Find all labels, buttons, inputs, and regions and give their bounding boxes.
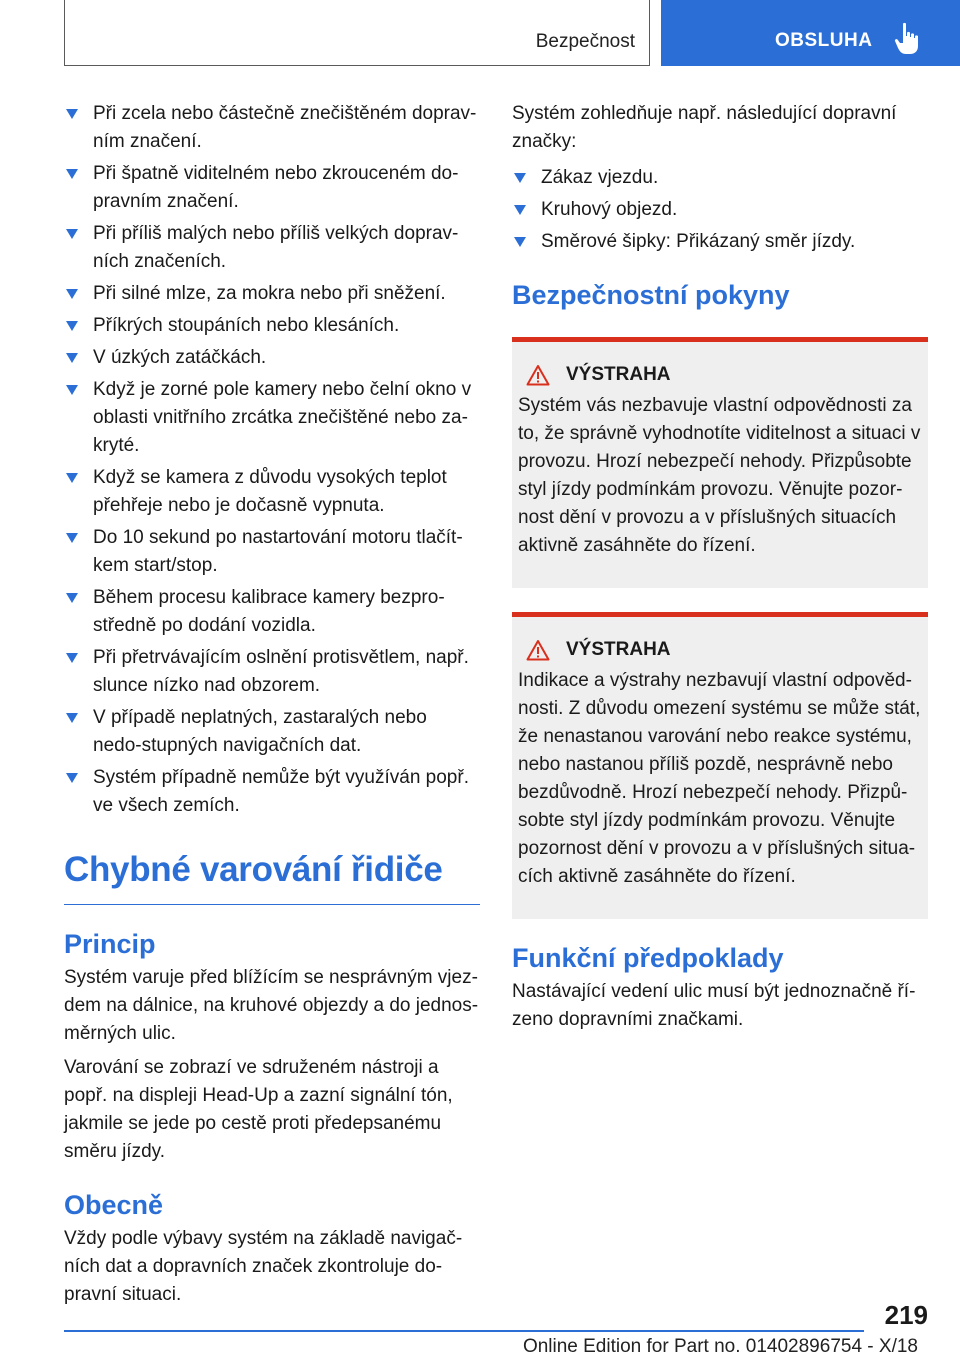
triangle-bullet-icon xyxy=(66,353,78,363)
header-chapter-tab[interactable] xyxy=(661,0,960,66)
list-item: Během procesu kalibrace kamery bezpro-středně po dodání vozidla. xyxy=(64,584,480,640)
subsection-title-princip: Princip xyxy=(64,929,156,959)
triangle-bullet-icon xyxy=(66,385,78,395)
warning-box xyxy=(512,337,928,588)
triangle-bullet-icon xyxy=(66,229,78,239)
left-column xyxy=(64,100,480,1315)
footer-divider xyxy=(64,1330,864,1332)
triangle-bullet-icon xyxy=(66,473,78,483)
warning-text: Indikace a výstrahy nezbavují vlastní odpověd-nosti. Z důvodu omezení systému se může stát, že nenastanou varování nebo reakce systému, nebo nastanou příliš pozdě, nesprávně nebo bezdůvodně. Hrozí nebezpečí nehody. Přizpů-sobte styl jízdy podmínkám provozu. Věnujte pozornost dění v provozu a v příslušných situa-cích aktivně zasáhněte do řízení. xyxy=(518,670,921,887)
list-item: Při silné mlze, za mokra nebo při sněžení. xyxy=(64,280,480,308)
list-item: Kruhový objezd. xyxy=(512,196,928,224)
page-number: 219 xyxy=(884,1300,928,1330)
princip-paragraph-1: Systém varuje před blížícím se nesprávným vjez-dem na dálnice, na kruhové objezdy a do jednos-měrných ulic. xyxy=(64,967,479,1044)
triangle-bullet-icon xyxy=(66,169,78,179)
subsection-title-funkcni: Funkční předpoklady xyxy=(512,943,784,973)
triangle-bullet-icon xyxy=(66,593,78,603)
triangle-bullet-icon xyxy=(514,173,526,183)
triangle-bullet-icon xyxy=(66,533,78,543)
list-item: Zákaz vjezdu. xyxy=(512,164,928,192)
triangle-bullet-icon xyxy=(66,289,78,299)
triangle-bullet-icon xyxy=(66,773,78,783)
triangle-bullet-icon xyxy=(66,321,78,331)
list-item: V úzkých zatáčkách. xyxy=(64,344,480,372)
hand-pointer-icon xyxy=(893,22,921,56)
triangle-bullet-icon xyxy=(66,713,78,723)
list-item: Do 10 sekund po nastartování motoru tlačít-kem start/stop. xyxy=(64,524,480,580)
list-item: Při špatně viditelném nebo zkrouceném do-pravním značení. xyxy=(64,160,480,216)
right-column xyxy=(512,100,928,1040)
list-item: Systém případně nemůže být využíván popř. ve všech zemích. xyxy=(64,764,480,820)
warning-box xyxy=(512,612,928,919)
intro-paragraph: Systém zohledňuje např. následující dopravní značky: xyxy=(512,103,897,152)
warning-triangle-icon xyxy=(526,639,550,661)
header-chapter-label: OBSLUHA xyxy=(775,30,873,51)
list-item: Směrové šipky: Přikázaný směr jízdy. xyxy=(512,228,928,256)
funkcni-paragraph: Nastávající vedení ulic musí být jednoznačně ří-zeno dopravními značkami. xyxy=(512,981,916,1030)
princip-paragraph-2: Varování se zobrazí ve sdruženém nástroji a popř. na displeji Head-Up a zazní signální tón, jakmile se jede po cestě proti předepsanému směru jízdy. xyxy=(64,1057,453,1162)
conditions-list xyxy=(64,100,480,820)
footer-edition: Online Edition for Part no. 01402896754 - X/18 xyxy=(522,1336,918,1357)
signs-list xyxy=(512,164,928,256)
triangle-bullet-icon xyxy=(66,109,78,119)
list-item: V případě neplatných, zastaralých nebo nedo-stupných navigačních dat. xyxy=(64,704,480,760)
safety-title: Bezpečnostní pokyny xyxy=(512,280,790,310)
list-item: Když je zorné pole kamery nebo čelní okno v oblasti vnitřního zrcátka znečištěné nebo za-kryté. xyxy=(64,376,480,460)
section-title: Chybné varování řidiče xyxy=(64,850,480,905)
list-item: Když se kamera z důvodu vysokých teplot přehřeje nebo je dočasně vypnuta. xyxy=(64,464,480,520)
triangle-bullet-icon xyxy=(66,653,78,663)
obecne-paragraph: Vždy podle výbavy systém na základě navigač-ních dat a dopravních značek zkontroluje do-pravní situaci. xyxy=(64,1228,463,1305)
list-item: Při zcela nebo částečně znečištěném doprav-ním značení. xyxy=(64,100,480,156)
triangle-bullet-icon xyxy=(514,237,526,247)
warning-title: VÝSTRAHA xyxy=(566,364,671,385)
list-item: Při přetrvávajícím oslnění protisvětlem, např. slunce nízko nad obzorem. xyxy=(64,644,480,700)
header-section-label: Bezpečnost xyxy=(535,31,635,52)
warning-triangle-icon xyxy=(526,364,550,386)
header-section-box xyxy=(64,0,650,66)
list-item: Příkrých stoupáních nebo klesáních. xyxy=(64,312,480,340)
list-item: Při příliš malých nebo příliš velkých doprav-ních značeních. xyxy=(64,220,480,276)
warning-text: Systém vás nezbavuje vlastní odpovědnosti za to, že správně vyhodnotíte viditelnost a situaci v provozu. Hrozí nebezpečí nehody. Přizpůsobte styl jízdy podmínkám provozu. Věnujte pozor-nost dění v provozu a v příslušných situacích aktivně zasáhněte do řízení. xyxy=(518,395,921,556)
subsection-title-obecne: Obecně xyxy=(64,1190,164,1220)
triangle-bullet-icon xyxy=(514,205,526,215)
warning-title: VÝSTRAHA xyxy=(566,639,671,660)
